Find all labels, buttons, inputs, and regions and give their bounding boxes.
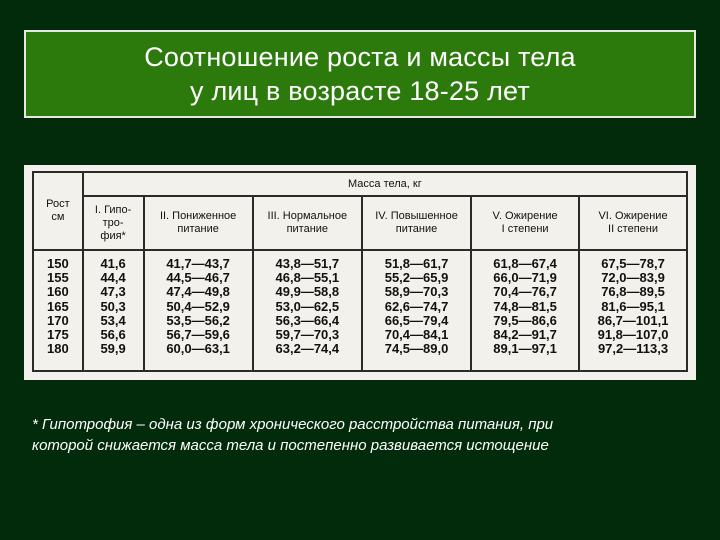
value-cell: 97,2—113,3 xyxy=(597,341,669,357)
value-cell: 53,5—56,2 xyxy=(166,312,230,328)
col-header-line: II степени xyxy=(608,223,659,235)
value-cell: 49,9—58,8 xyxy=(275,284,340,300)
value-cell: 50,4—52,9 xyxy=(166,298,230,314)
col-header-line: I. Гипо- xyxy=(94,203,132,216)
col-header-reduced xyxy=(144,196,253,250)
value-cell: 74,5—89,0 xyxy=(384,341,449,357)
height-cell: 165 xyxy=(47,298,69,314)
mass-header: Масса тела, кг xyxy=(83,172,687,196)
normal-column xyxy=(253,250,362,371)
title-line-2: у лиц в возрасте 18-25 лет xyxy=(190,76,530,106)
hypotrophy-column xyxy=(83,250,144,371)
col-header-increased xyxy=(362,196,471,250)
value-cell: 70,4—84,1 xyxy=(384,327,449,343)
height-header-line-1: Рост xyxy=(46,198,70,210)
value-cell: 55,2—65,9 xyxy=(384,270,449,286)
value-cell: 79,5—86,6 xyxy=(493,312,557,328)
col-header-hypotrophy xyxy=(83,196,144,250)
obesity-2-column xyxy=(579,250,687,371)
value-cell: 91,8—107,0 xyxy=(597,327,669,343)
col-header-line: питание xyxy=(286,223,329,235)
height-cell: 160 xyxy=(47,284,69,300)
value-cell: 43,8—51,7 xyxy=(275,256,340,271)
value-cell: 50,3 xyxy=(100,298,126,314)
value-cell: 59,7—70,3 xyxy=(275,327,340,343)
value-cell: 44,4 xyxy=(100,270,126,286)
height-cell: 175 xyxy=(47,327,69,343)
value-cell: 60,0—63,1 xyxy=(166,341,230,357)
col-header-obesity-1 xyxy=(471,196,579,250)
value-cell: 67,5—78,7 xyxy=(601,256,665,271)
value-cell: 56,6 xyxy=(100,327,126,343)
value-cell: 66,5—79,4 xyxy=(384,312,449,328)
value-cell: 47,4—49,8 xyxy=(166,284,230,300)
value-cell: 53,0—62,5 xyxy=(275,298,340,314)
value-cell: 47,3 xyxy=(100,284,126,300)
value-cell: 51,8—61,7 xyxy=(384,256,449,271)
height-cell: 155 xyxy=(47,270,69,286)
value-cell: 66,0—71,9 xyxy=(493,270,557,286)
col-header-line: питание xyxy=(177,223,219,235)
value-cell: 72,0—83,9 xyxy=(601,270,665,286)
value-cell: 63,2—74,4 xyxy=(275,341,340,357)
col-header-line: VI. Ожирение xyxy=(598,210,668,222)
title-line-1: Соотношение роста и массы тела xyxy=(144,42,576,72)
height-cell: 170 xyxy=(47,312,69,328)
value-cell: 81,6—95,1 xyxy=(601,298,665,314)
col-header-line: V. Ожирение xyxy=(492,210,558,222)
col-header-line: I степени xyxy=(501,223,549,235)
height-cell: 150 xyxy=(47,256,69,271)
col-header-line: фия* xyxy=(100,229,126,242)
obesity-1-column xyxy=(471,250,579,371)
value-cell: 41,7—43,7 xyxy=(166,256,230,271)
mass-height-table-image xyxy=(24,165,696,380)
reduced-column xyxy=(144,250,253,371)
value-cell: 84,2—91,7 xyxy=(493,327,557,343)
increased-column xyxy=(362,250,471,371)
value-cell: 46,8—55,1 xyxy=(275,270,340,286)
title-box xyxy=(24,30,696,118)
footnote-line-1: * Гипотрофия – одна из форм хронического расстройства питания, при xyxy=(32,416,554,433)
col-header-line: питание xyxy=(395,223,438,235)
value-cell: 89,1—97,1 xyxy=(493,341,557,357)
footnote xyxy=(32,414,692,456)
footnote-line-2: которой снижается масса тела и постепенно развивается истощение xyxy=(32,437,549,454)
value-cell: 56,3—66,4 xyxy=(275,312,340,328)
col-header-normal xyxy=(253,196,362,250)
value-cell: 86,7—101,1 xyxy=(597,312,669,328)
value-cell: 56,7—59,6 xyxy=(166,327,230,343)
value-cell: 62,6—74,7 xyxy=(384,298,449,314)
col-header-line: III. Нормальное xyxy=(267,210,348,222)
value-cell: 59,9 xyxy=(100,341,126,357)
height-header-line-2: см xyxy=(51,211,65,223)
height-column xyxy=(33,250,83,371)
col-header-line: тро- xyxy=(102,216,124,229)
value-cell: 61,8—67,4 xyxy=(493,256,557,271)
col-header-line: II. Пониженное xyxy=(159,210,237,222)
value-cell: 41,6 xyxy=(100,256,126,271)
value-cell: 58,9—70,3 xyxy=(384,284,449,300)
col-header-line: IV. Повышенное xyxy=(375,210,458,222)
value-cell: 70,4—76,7 xyxy=(493,284,557,300)
value-cell: 44,5—46,7 xyxy=(166,270,230,286)
value-cell: 76,8—89,5 xyxy=(601,284,665,300)
value-cell: 53,4 xyxy=(100,312,126,328)
mass-height-table xyxy=(32,171,688,372)
col-header-obesity-2 xyxy=(579,196,687,250)
height-header xyxy=(33,172,83,250)
value-cell: 74,8—81,5 xyxy=(493,298,557,314)
height-cell: 180 xyxy=(47,341,69,357)
